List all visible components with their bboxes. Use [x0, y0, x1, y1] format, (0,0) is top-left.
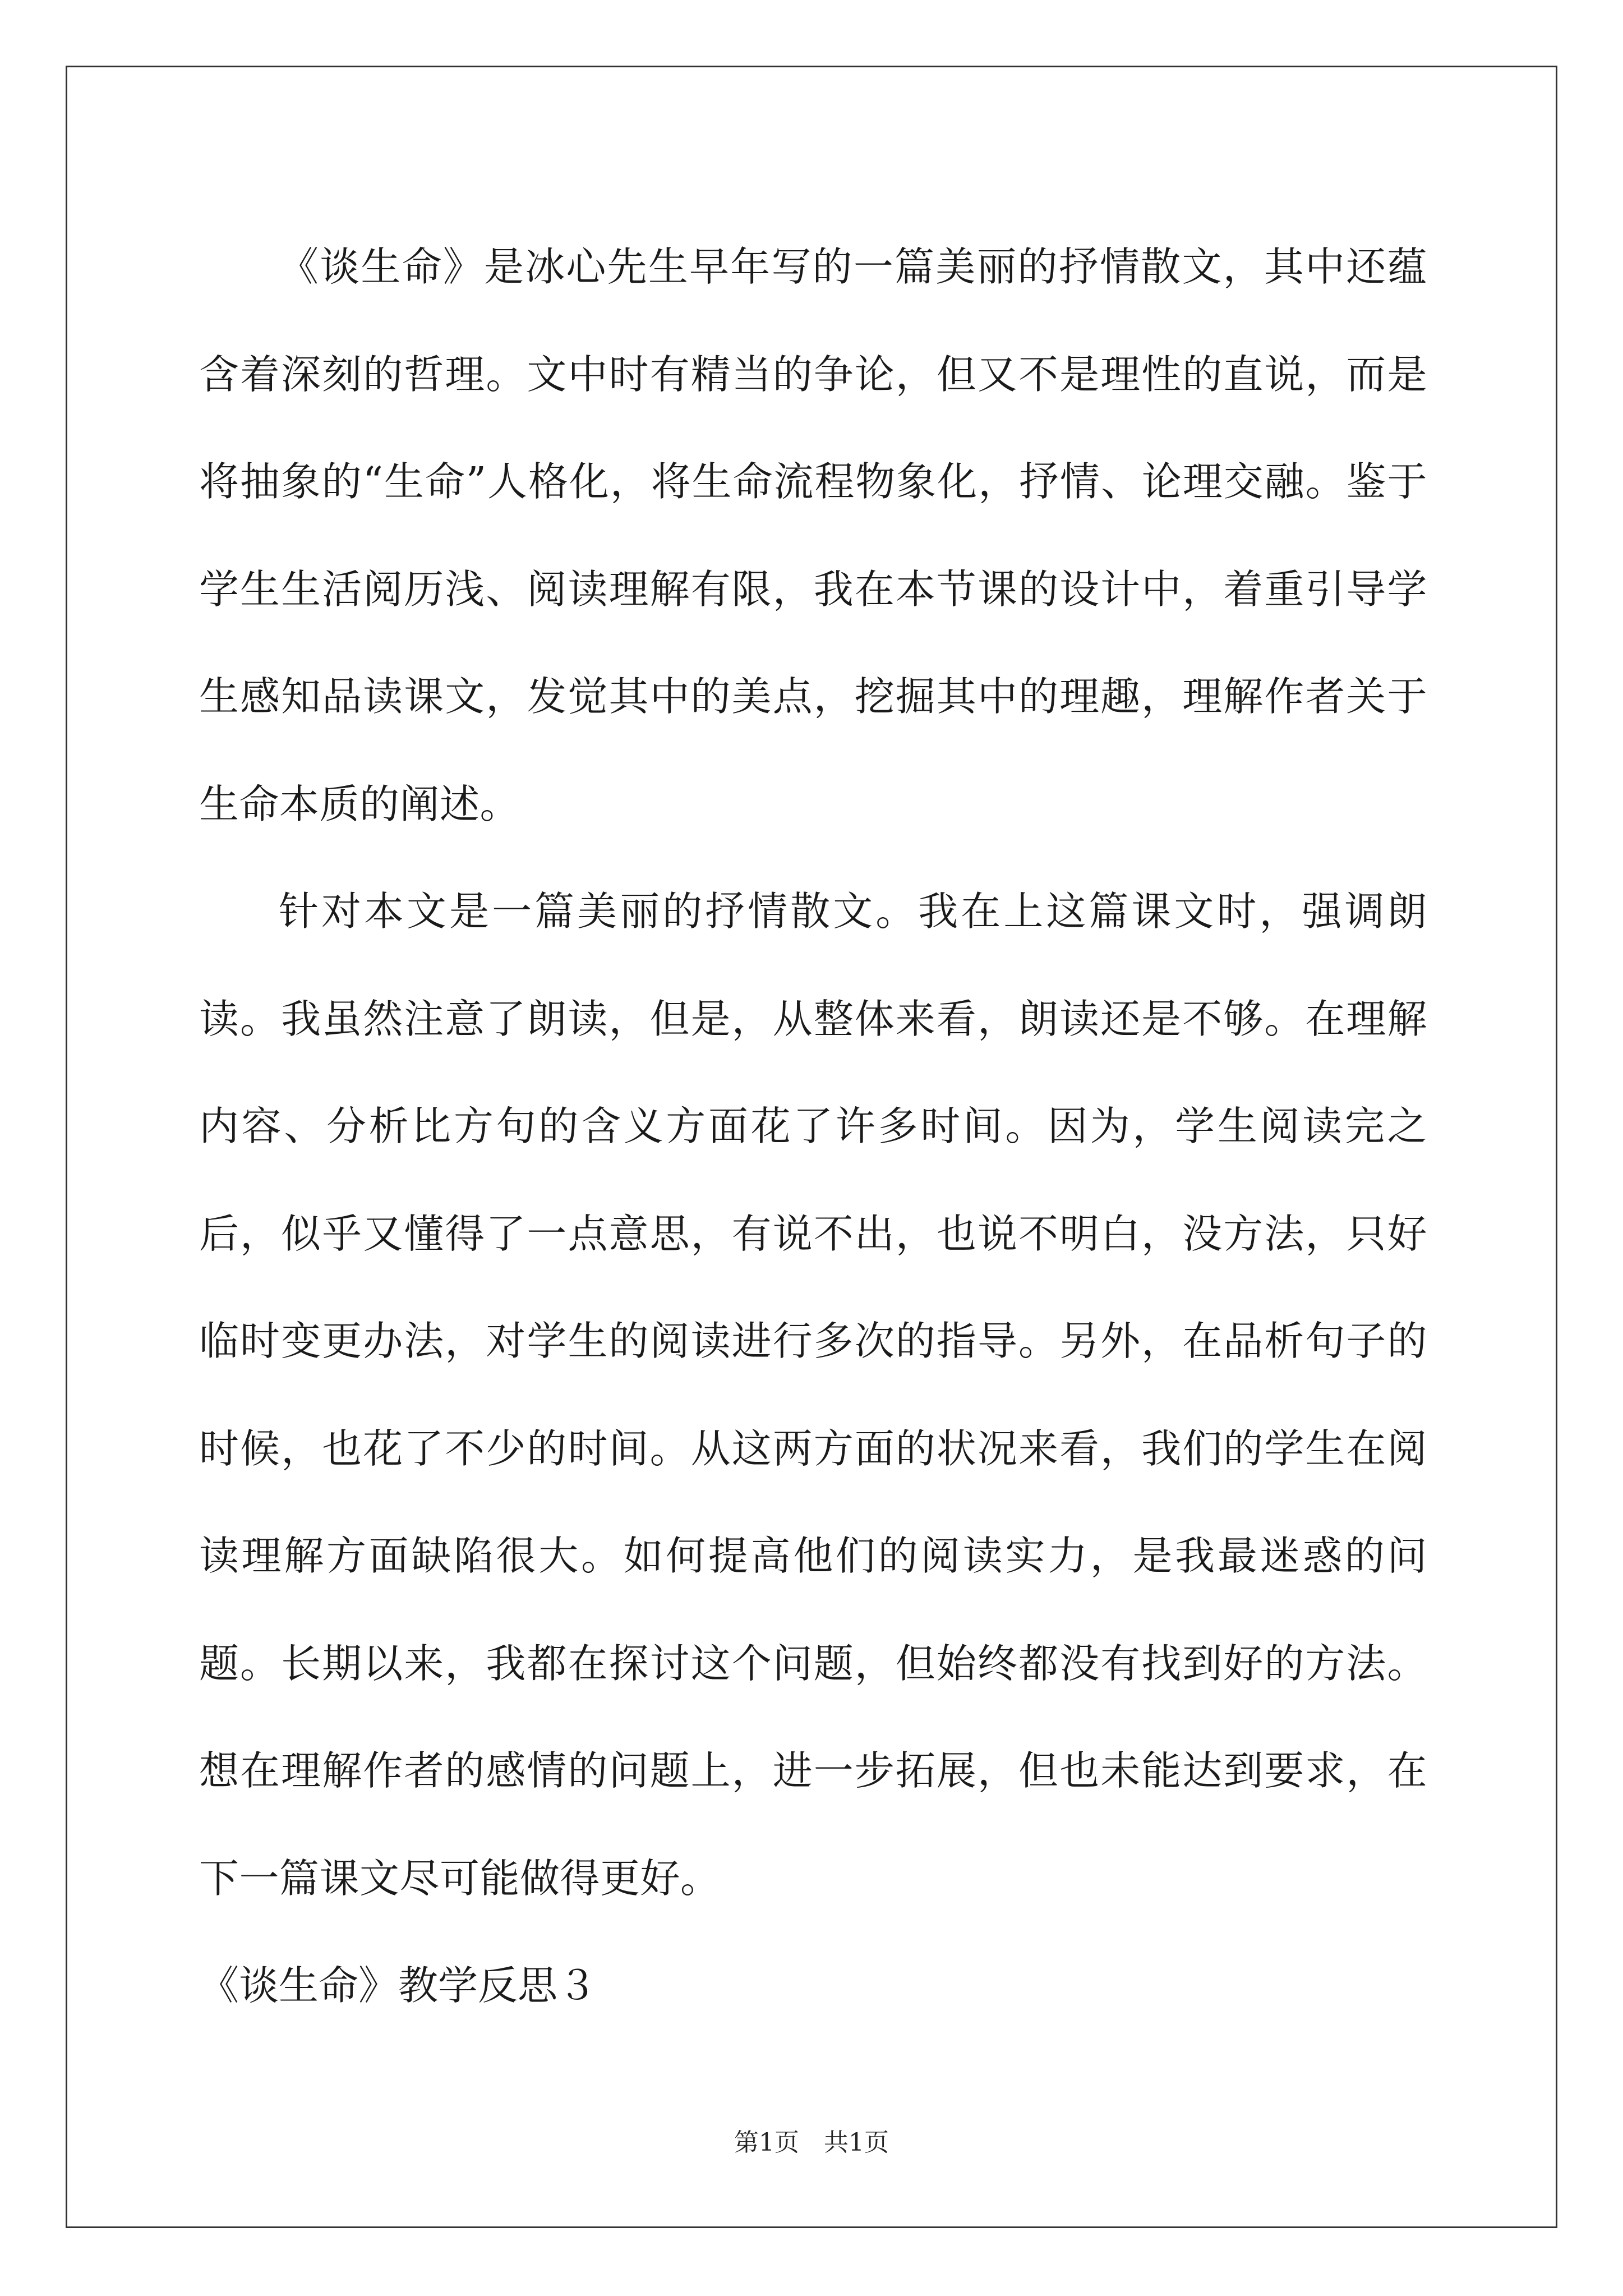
page-footer: [0, 2126, 1623, 2160]
paragraph-1: 《谈生命》是冰心先生早年写的一篇美丽的抒情散文，其中还蕴含着深刻的哲理。文中时有精当的争论，但又不是理性的直说，而是将抽象的“生命”人格化，将生命流程物象化，抒情、论理交融。鉴于学生生活阅历浅、阅读理解有限，我在本节课的设计中，着重引导学生感知品读课文，发觉其中的美点，挖掘其中的理趣，理解作者关于生命本质的阐述。: [199, 243, 1427, 827]
page-number: 第1页 共1页: [734, 2128, 889, 2157]
document-body: [199, 213, 1427, 2040]
paragraph-2: 针对本文是一篇美丽的抒情散文。我在上这篇课文时，强调朗读。我虽然注意了朗读，但是，从整体来看，朗读还是不够。在理解内容、分析比方句的含义方面花了许多时间。因为，学生阅读完之后，似乎又懂得了一点意思，有说不出，也说不明白，没方法，只好临时变更办法，对学生的阅读进行多次的指导。另外，在品析句子的时候，也花了不少的时间。从这两方面的状况来看，我们的学生在阅读理解方面缺陷很大。如何提高他们的阅读实力，是我最迷惑的问题。长期以来，我都在探讨这个问题，但始终都没有找到好的方法。想在理解作者的感情的问题上，进一步拓展，但也未能达到要求，在下一篇课文尽可能做得更好。: [199, 888, 1427, 1902]
section-heading: 《谈生命》教学反思３: [199, 1962, 598, 2009]
